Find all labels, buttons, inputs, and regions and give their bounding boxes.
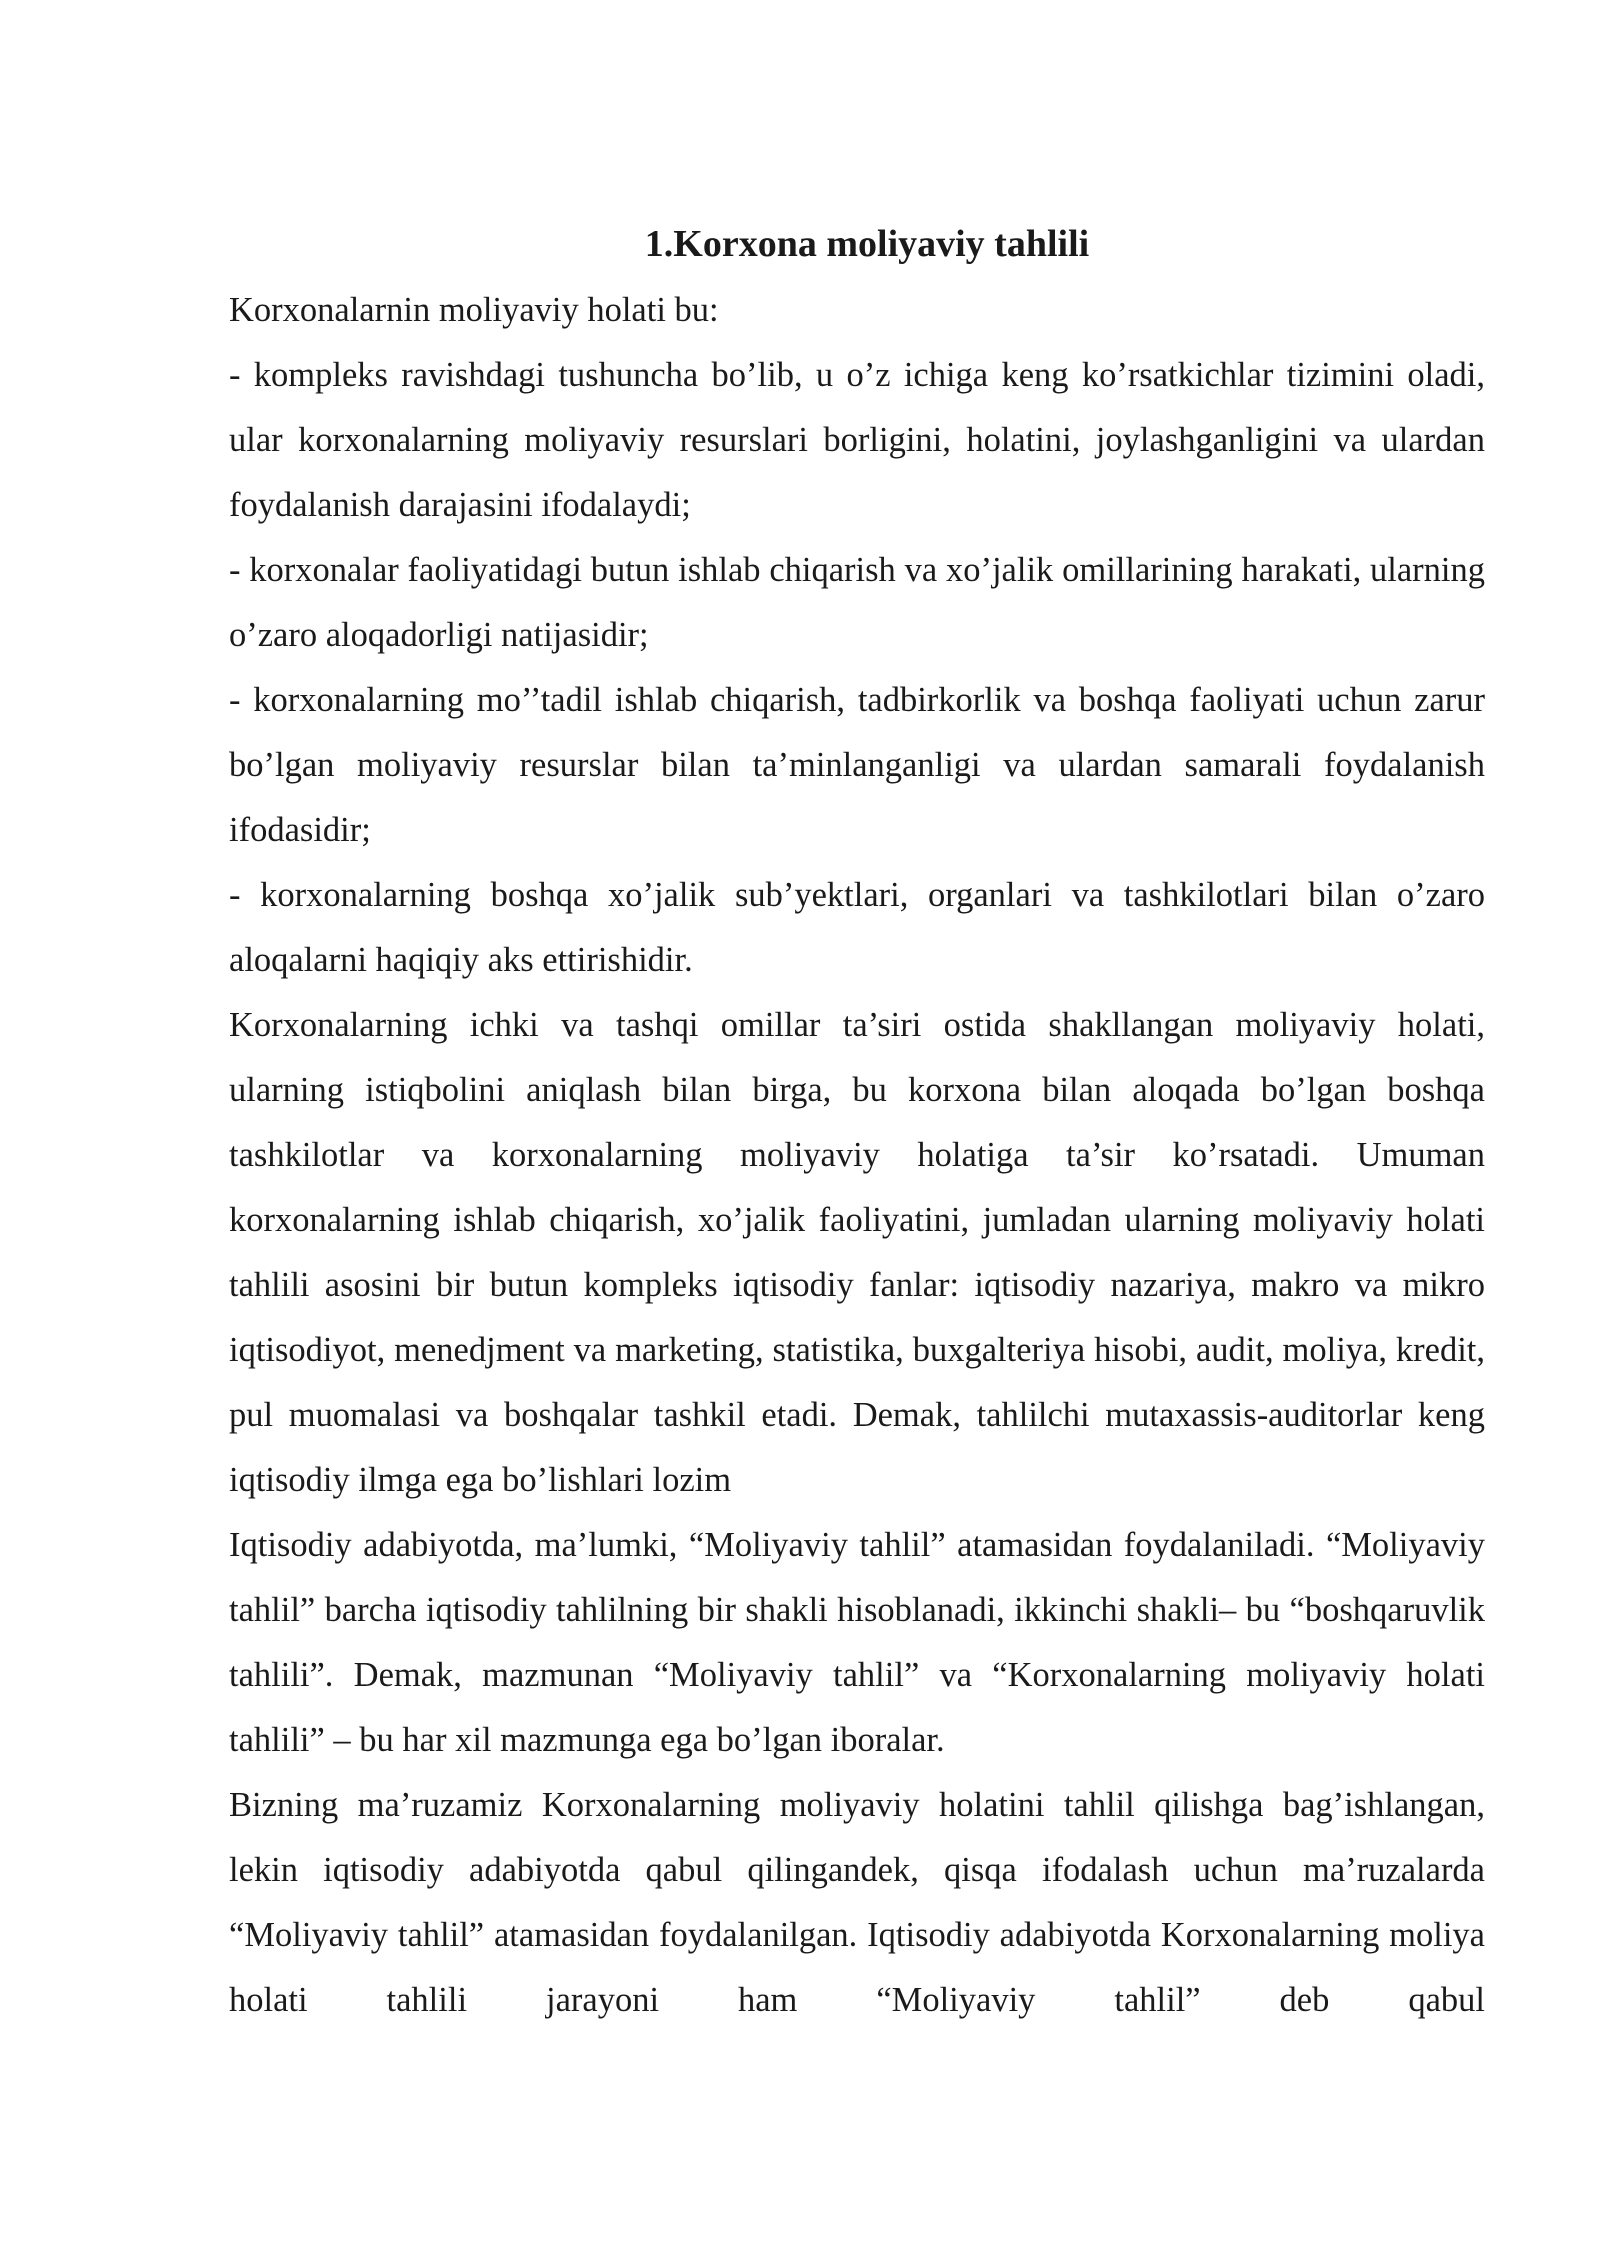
list-item-complex-concept: - kompleks ravishdagi tushuncha bo’lib, u o’z ichiga keng ko’rsatkichlar tizimini oladi, ular korxonalarning moliyaviy resurslari borligini, holatini, joylashganligini va ulardan foydalanish darajasini ifodalaydi; bbox=[229, 356, 1485, 524]
list-item-factors-movement: - korxonalar faoliyatidagi butun ishlab chiqarish va xo’jalik omillarining harakati, ularning o’zaro aloqadorligi natijasidir; bbox=[229, 551, 1485, 654]
paragraph-lecture-scope: Bizning ma’ruzamiz Korxonalarning moliyaviy holatini tahlil qilishga bag’ishlangan, lekin iqtisodiy adabiyotda qabul qilingandek, qisqa ifodalash uchun ma’ruzalarda “Moliyaviy tahlil” atamasidan foydalanilgan. Iqtisodiy adabiyotda Korxonalarning moliya holati tahlili jarayoni ham “Moliyaviy tahlil” deb qabul bbox=[229, 1786, 1485, 2019]
document-body bbox=[229, 214, 1485, 2033]
paragraph-intro: Korxonalarnin moliyaviy holati bu: bbox=[229, 291, 719, 329]
paragraph-internal-external-factors: Korxonalarning ichki va tashqi omillar ta’siri ostida shakllangan moliyaviy holati, ularning istiqbolini aniqlash bilan birga, bu korxona bilan aloqada bo’lgan boshqa tashkilotlar va korxonalarning moliyaviy holatiga ta’sir ko’rsatadi. Umuman korxonalarning ishlab chiqarish, xo’jalik faoliyatini, jumladan ularning moliyaviy holati tahlili asosini bir butun kompleks iqtisodiy fanlar: iqtisodiy nazariya, makro va mikro iqtisodiyot, menedjment va marketing, statistika, buxgalteriya hisobi, audit, moliya, kredit, pul muomalasi va boshqalar tashkil etadi. Demak, tahlilchi mutaxassis-auditorlar keng iqtisodiy ilmga ega bo’lishlari lozim bbox=[229, 1006, 1485, 1499]
list-item-resources-provision: - korxonalarning mo’’tadil ishlab chiqarish, tadbirkorlik va boshqa faoliyati uchun zarur bo’lgan moliyaviy resurslar bilan ta’minlanganligi va ulardan samarali foydalanish ifodasidir; bbox=[229, 681, 1485, 849]
list-item-relations: - korxonalarning boshqa xo’jalik sub’yektlari, organlari va tashkilotlari bilan o’zaro aloqalarni haqiqiy aks ettirishidir. bbox=[229, 876, 1485, 979]
page-title: 1.Korxona moliyaviy tahlili bbox=[644, 223, 1090, 265]
paragraph-financial-analysis-term: Iqtisodiy adabiyotda, ma’lumki, “Moliyaviy tahlil” atamasidan foydalaniladi. “Moliyaviy tahlil” barcha iqtisodiy tahlilning bir shakli hisoblanadi, ikkinchi shakli– bu “boshqaruvlik tahlili”. Demak, mazmunan “Moliyaviy tahlil” va “Korxonalarning moliyaviy holati tahlili” – bu har xil mazmunga ega bo’lgan iboralar. bbox=[229, 1526, 1485, 1759]
